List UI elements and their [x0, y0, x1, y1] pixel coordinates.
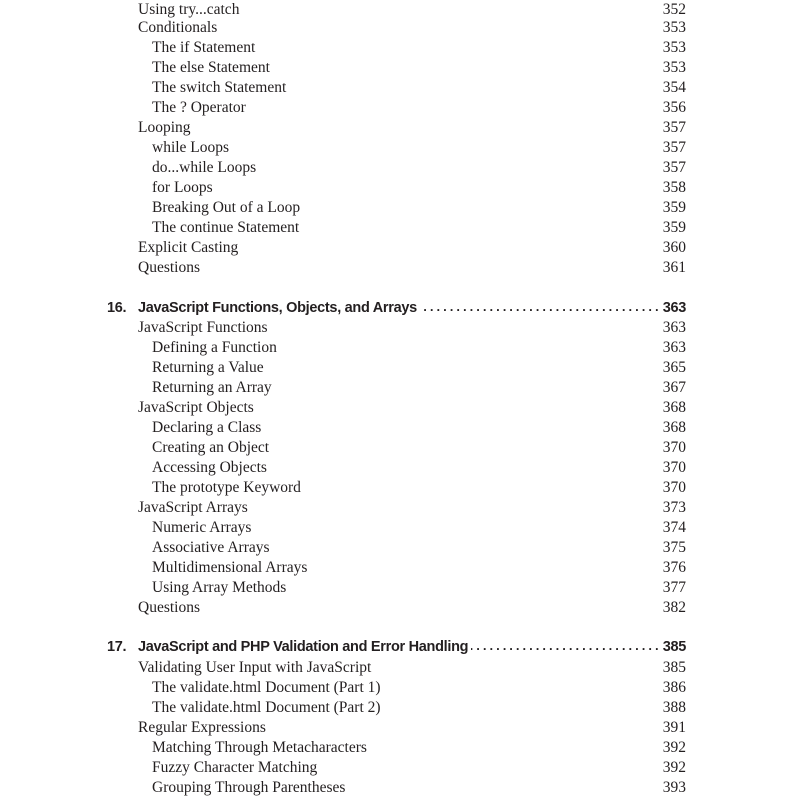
toc-entry[interactable]: [0, 238, 800, 258]
entry-title: The ? Operator: [152, 99, 246, 116]
entry-title: Using Array Methods: [152, 579, 287, 596]
entry-page: 393: [662, 779, 686, 796]
entry-title: The continue Statement: [152, 219, 300, 236]
entry-title: Breaking Out of a Loop: [152, 199, 301, 216]
entry-title: The prototype Keyword: [152, 479, 301, 496]
entry-page: 358: [662, 179, 686, 196]
toc-subentry[interactable]: [0, 98, 800, 118]
entry-page: 391: [662, 719, 686, 736]
entry-page: 370: [662, 439, 686, 456]
entry-title: Accessing Objects: [152, 459, 267, 476]
entry-page: 392: [662, 759, 686, 776]
entry-title: Using try...catch: [138, 1, 240, 18]
toc-subentry[interactable]: [0, 438, 800, 458]
chapter-page: 385: [660, 636, 686, 658]
entry-page: 373: [662, 499, 686, 516]
toc-subentry[interactable]: [0, 198, 800, 218]
entry-page: 374: [662, 519, 686, 536]
entry-title: Creating an Object: [152, 439, 270, 456]
entry-title: Numeric Arrays: [152, 519, 252, 536]
entry-page: 353: [662, 59, 686, 76]
entry-page: 392: [662, 739, 686, 756]
entry-page: 370: [662, 479, 686, 496]
entry-page: 385: [662, 659, 686, 676]
toc-entry[interactable]: [0, 598, 800, 618]
toc-subentry[interactable]: [0, 758, 800, 778]
entry-page: 376: [662, 559, 686, 576]
chapter-number: 17.: [107, 639, 127, 655]
toc-entry[interactable]: [0, 498, 800, 518]
entry-page: 386: [662, 679, 686, 696]
entry-title: Defining a Function: [152, 339, 277, 356]
entry-title: JavaScript Objects: [138, 399, 254, 416]
chapter-heading-16[interactable]: [0, 297, 800, 319]
toc-subentry[interactable]: [0, 178, 800, 198]
toc-entry[interactable]: [0, 0, 800, 20]
entry-page: 360: [662, 239, 686, 256]
entry-page: 365: [662, 359, 686, 376]
entry-title: The if Statement: [152, 39, 256, 56]
entry-title: Questions: [138, 259, 200, 276]
toc-subentry[interactable]: [0, 678, 800, 698]
toc-subentry[interactable]: [0, 38, 800, 58]
entry-page: 353: [662, 19, 686, 36]
entry-title: Regular Expressions: [138, 719, 266, 736]
toc-subentry[interactable]: [0, 518, 800, 538]
entry-title: Declaring a Class: [152, 419, 262, 436]
entry-page: 357: [662, 119, 686, 136]
toc-subentry[interactable]: [0, 738, 800, 758]
entry-title: Looping: [138, 119, 191, 136]
entry-page: 357: [662, 139, 686, 156]
chapter-heading-17[interactable]: [0, 636, 800, 658]
entry-page: 377: [662, 579, 686, 596]
entry-page: 359: [662, 219, 686, 236]
toc-subentry[interactable]: [0, 138, 800, 158]
toc-subentry[interactable]: [0, 158, 800, 178]
entry-page: 352: [662, 1, 686, 18]
toc-subentry[interactable]: [0, 578, 800, 598]
toc-subentry[interactable]: [0, 58, 800, 78]
entry-page: 367: [662, 379, 686, 396]
entry-title: Explicit Casting: [138, 239, 239, 256]
toc-entry[interactable]: [0, 18, 800, 38]
entry-title: Conditionals: [138, 19, 218, 36]
toc-subentry[interactable]: [0, 558, 800, 578]
toc-entry[interactable]: [0, 258, 800, 278]
entry-title: Matching Through Metacharacters: [152, 739, 367, 756]
entry-title: The switch Statement: [152, 79, 287, 96]
chapter-title: JavaScript and PHP Validation and Error Handling: [138, 636, 471, 658]
toc-entry[interactable]: [0, 658, 800, 678]
entry-page: 382: [662, 599, 686, 616]
entry-page: 354: [662, 79, 686, 96]
toc-subentry[interactable]: [0, 218, 800, 238]
toc-subentry[interactable]: [0, 478, 800, 498]
toc-subentry[interactable]: [0, 698, 800, 718]
entry-title: The validate.html Document (Part 1): [152, 679, 381, 696]
toc-subentry[interactable]: [0, 538, 800, 558]
toc-subentry[interactable]: [0, 778, 800, 798]
entry-page: 359: [662, 199, 686, 216]
entry-title: The else Statement: [152, 59, 270, 76]
toc-subentry[interactable]: [0, 358, 800, 378]
entry-page: 363: [662, 339, 686, 356]
entry-page: 368: [662, 399, 686, 416]
entry-title: JavaScript Functions: [138, 319, 268, 336]
toc-subentry[interactable]: [0, 458, 800, 478]
chapter-page: 363: [660, 297, 686, 319]
entry-title: Returning an Array: [152, 379, 272, 396]
entry-page: 370: [662, 459, 686, 476]
entry-page: 363: [662, 319, 686, 336]
entry-title: for Loops: [152, 179, 213, 196]
entry-page: 357: [662, 159, 686, 176]
entry-page: 361: [662, 259, 686, 276]
entry-title: JavaScript Arrays: [138, 499, 248, 516]
toc-entry[interactable]: [0, 318, 800, 338]
toc-entry[interactable]: [0, 398, 800, 418]
toc-entry[interactable]: [0, 718, 800, 738]
entry-title: Fuzzy Character Matching: [152, 759, 318, 776]
toc-subentry[interactable]: [0, 378, 800, 398]
entry-title: Questions: [138, 599, 200, 616]
entry-title: Returning a Value: [152, 359, 264, 376]
entry-title: The validate.html Document (Part 2): [152, 699, 381, 716]
toc-entry[interactable]: [0, 118, 800, 138]
entry-page: 356: [662, 99, 686, 116]
entry-title: Multidimensional Arrays: [152, 559, 308, 576]
entry-page: 368: [662, 419, 686, 436]
toc-subentry[interactable]: [0, 338, 800, 358]
entry-title: do...while Loops: [152, 159, 257, 176]
entry-title: Grouping Through Parentheses: [152, 779, 346, 796]
toc-subentry[interactable]: [0, 78, 800, 98]
entry-page: 353: [662, 39, 686, 56]
chapter-title: JavaScript Functions, Objects, and Arrays: [138, 297, 420, 319]
entry-page: 388: [662, 699, 686, 716]
entry-title: while Loops: [152, 139, 230, 156]
entry-page: 375: [662, 539, 686, 556]
chapter-number: 16.: [107, 300, 127, 316]
entry-title: Validating User Input with JavaScript: [138, 659, 372, 676]
toc-subentry[interactable]: [0, 418, 800, 438]
entry-title: Associative Arrays: [152, 539, 270, 556]
